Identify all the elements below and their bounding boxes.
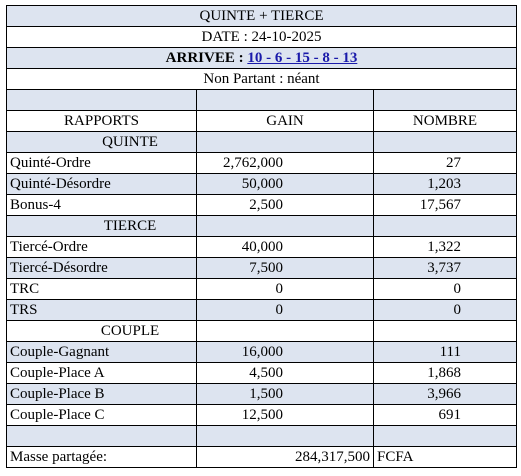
table-row [7, 174, 517, 195]
table-row [7, 300, 517, 321]
row-gain: 16,000 [197, 342, 374, 363]
row-gain: 50,000 [197, 174, 374, 195]
spacer-row [7, 426, 517, 447]
row-gain: 0 [197, 279, 374, 300]
row-label: TRC [7, 279, 197, 300]
date-row [7, 27, 517, 48]
section-row [7, 216, 517, 237]
row-gain: 40,000 [197, 237, 374, 258]
footer-row [7, 447, 517, 468]
row-nombre: 27 [374, 153, 517, 174]
title-row [7, 6, 517, 27]
spacer-row [7, 90, 517, 111]
table-row [7, 153, 517, 174]
row-label: Bonus-4 [7, 195, 197, 216]
arrivee-cell [7, 48, 517, 69]
masse-label: Masse partagée: [7, 447, 197, 468]
row-nombre: 111 [374, 342, 517, 363]
row-nombre: 17,567 [374, 195, 517, 216]
row-gain: 0 [197, 300, 374, 321]
spacer-cell [7, 90, 197, 111]
section-couple: COUPLE [7, 321, 197, 342]
section-row [7, 132, 517, 153]
row-gain: 4,500 [197, 363, 374, 384]
section-quinte: QUINTE [7, 132, 197, 153]
race-date: DATE : 24-10-2025 [7, 27, 517, 48]
row-nombre: 0 [374, 279, 517, 300]
row-gain: 12,500 [197, 405, 374, 426]
empty-cell [197, 132, 374, 153]
table-row [7, 279, 517, 300]
non-partant: Non Partant : néant [7, 69, 517, 90]
spacer-cell [7, 426, 197, 447]
row-label: TRS [7, 300, 197, 321]
row-gain: 7,500 [197, 258, 374, 279]
column-header-row [7, 111, 517, 132]
row-label: Couple-Place A [7, 363, 197, 384]
race-title: QUINTE + TIERCE [7, 6, 517, 27]
table-row [7, 342, 517, 363]
spacer-cell [197, 90, 374, 111]
empty-cell [197, 216, 374, 237]
table-row [7, 237, 517, 258]
row-label: Couple-Gagnant [7, 342, 197, 363]
rapports-table [6, 5, 517, 468]
empty-cell [374, 132, 517, 153]
empty-cell [374, 216, 517, 237]
arrivee-label: ARRIVEE : [165, 50, 248, 66]
spacer-cell [374, 426, 517, 447]
masse-value: 284,317,500 [197, 447, 374, 468]
spacer-cell [197, 426, 374, 447]
table-row [7, 363, 517, 384]
row-nombre: 1,203 [374, 174, 517, 195]
empty-cell [374, 321, 517, 342]
row-nombre: 1,868 [374, 363, 517, 384]
arrivee-row [7, 48, 517, 69]
row-gain: 1,500 [197, 384, 374, 405]
table-row [7, 195, 517, 216]
row-gain: 2,500 [197, 195, 374, 216]
spacer-cell [374, 90, 517, 111]
row-label: Couple-Place C [7, 405, 197, 426]
row-label: Couple-Place B [7, 384, 197, 405]
arrivee-value: 10 - 6 - 15 - 8 - 13 [247, 50, 358, 66]
table-row [7, 258, 517, 279]
empty-cell [197, 321, 374, 342]
row-label: Tiercé-Désordre [7, 258, 197, 279]
row-nombre: 0 [374, 300, 517, 321]
row-label: Tiercé-Ordre [7, 237, 197, 258]
col-header-nombre: NOMBRE [374, 111, 517, 132]
row-gain: 2,762,000 [197, 153, 374, 174]
row-nombre: 3,737 [374, 258, 517, 279]
row-label: Quinté-Désordre [7, 174, 197, 195]
row-nombre: 1,322 [374, 237, 517, 258]
table-row [7, 384, 517, 405]
row-nombre: 3,966 [374, 384, 517, 405]
masse-currency: FCFA [374, 447, 517, 468]
section-tierce: TIERCE [7, 216, 197, 237]
row-label: Quinté-Ordre [7, 153, 197, 174]
non-partant-row [7, 69, 517, 90]
row-nombre: 691 [374, 405, 517, 426]
table-row [7, 405, 517, 426]
section-row [7, 321, 517, 342]
col-header-rapports: RAPPORTS [7, 111, 197, 132]
col-header-gain: GAIN [197, 111, 374, 132]
